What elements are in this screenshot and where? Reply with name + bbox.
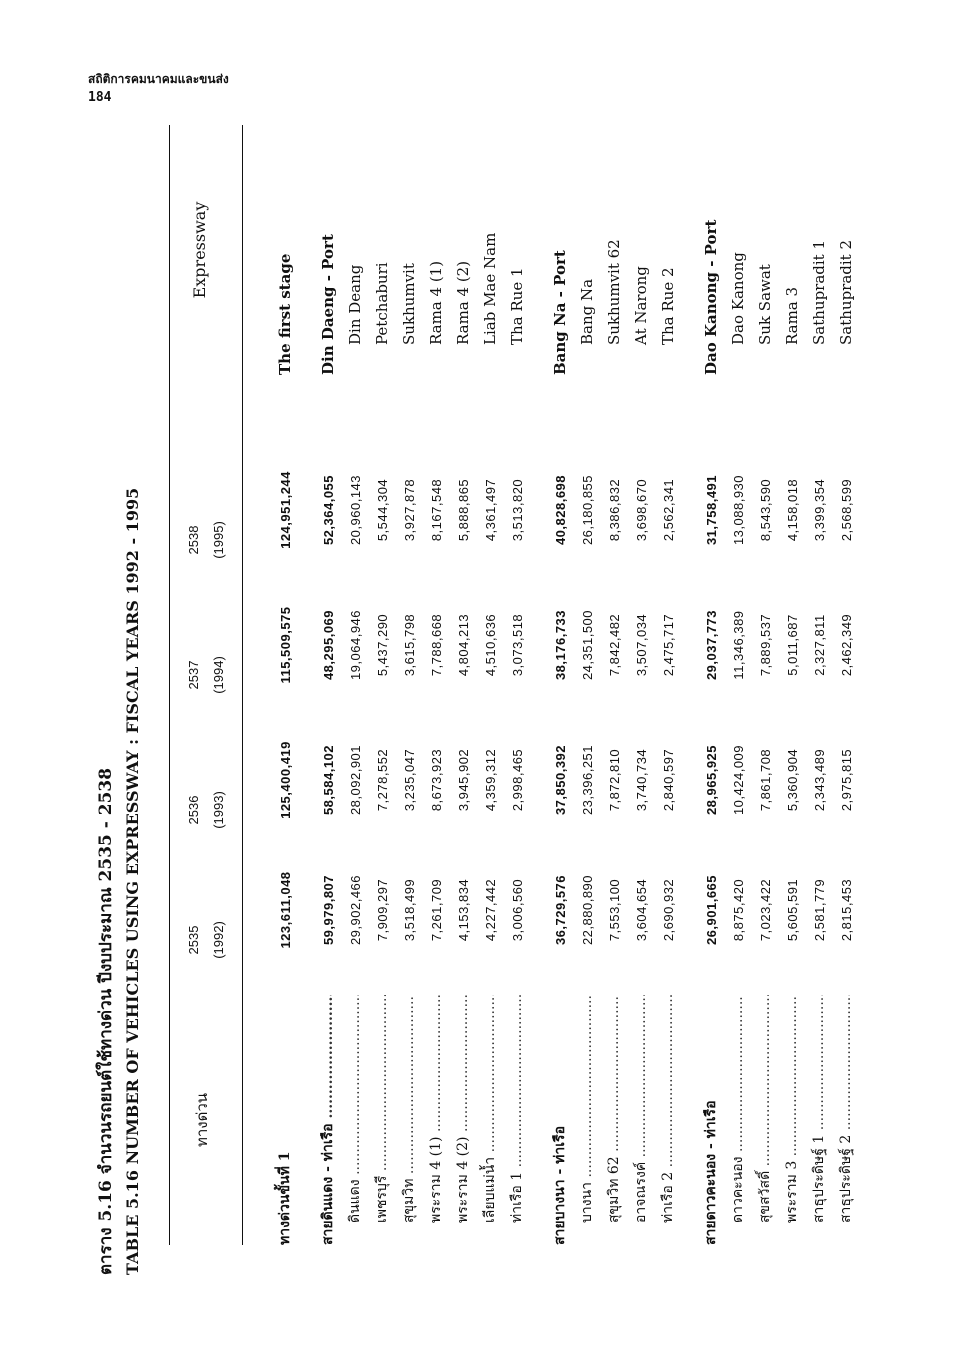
row-label-english: Petchaburi [373,262,391,345]
row-label-thai: ทางด่วนขั้นที่ 1 [277,1151,293,1245]
year-ce: (1995) [211,521,226,559]
page-number: 184 [88,90,112,105]
row-label-thai: พระราม 4 (1) ..... [423,995,450,1223]
table-row [423,125,450,1245]
row-value: 20,960,143 [348,474,363,546]
table-row [272,125,299,1245]
row-label-thai: สายดินแดง - ท่าเรือ ..... [315,995,342,1245]
row-value: 26,180,855 [580,474,595,546]
year-be: 2535 [186,925,201,955]
row-value: 8,875,420 [731,878,746,942]
row-spacer [682,125,698,1245]
row-value: 7,261,709 [429,878,444,942]
row-value: 5,011,687 [785,614,800,676]
row-label-thai: ดาวคะนอง ..... [725,995,752,1223]
table-row [655,125,682,1245]
row-value: 4,804,213 [456,613,471,677]
table-row [369,125,396,1245]
row-value: 7,278,552 [375,748,390,812]
table-row [725,125,752,1245]
column-header-1993 [182,745,232,875]
row-label-english: The first stage [276,253,294,375]
row-value: 4,227,442 [483,878,498,942]
row-value: 8,673,923 [429,748,444,812]
running-title: สถิติการคมนาคมและขนส่ง [88,72,229,86]
row-value: 3,507,034 [634,613,649,677]
row-value: 5,605,591 [785,878,800,942]
table-row [779,125,806,1245]
row-label-english: At Narong [632,266,650,345]
row-value: 123,611,048 [278,871,293,949]
table-row [752,125,779,1245]
row-value: 7,909,297 [375,878,390,942]
row-label-thai: สุขสวัสดิ์ ..... [752,995,779,1223]
row-value: 4,153,834 [456,878,471,942]
row-value: 7,872,810 [607,748,622,812]
row-value: 3,399,354 [812,478,827,542]
row-label-thai: ดินแดง ..... [342,995,369,1223]
row-label-thai: ท่าเรือ 2 ..... [655,995,682,1223]
row-label-thai: ท่าเรือ 1 ..... [504,995,531,1223]
top-rule [169,125,170,1245]
row-label-thai: เพชรบุรี ..... [369,995,396,1223]
column-header-expressway-th: ทางด่วน [193,1092,211,1148]
row-value: 7,842,482 [607,613,622,677]
row-label-english: Tha Rue 1 [508,267,526,345]
row-label-english: Dao Kanong [729,252,747,345]
row-value: 19,064,946 [348,609,363,681]
table-row [477,125,504,1245]
row-value: 4,158,018 [785,478,800,542]
row-value: 31,758,491 [704,474,719,546]
row-label-english: Din Daeng - Port [319,234,337,375]
row-value: 11,346,389 [731,610,746,680]
row-value: 2,475,717 [661,613,676,677]
row-value: 3,235,047 [402,748,417,812]
row-label-english: Rama 4 (1) [427,260,445,345]
row-value: 3,518,499 [402,878,417,942]
row-value: 28,965,925 [704,744,719,816]
row-value: 8,386,832 [607,478,622,542]
row-value: 58,584,102 [321,744,336,816]
row-label-english: Sathupradit 2 [837,239,855,345]
year-ce: (1992) [211,921,226,959]
row-value: 2,998,465 [510,748,525,812]
year-ce: (1993) [211,791,226,829]
row-value: 36,729,576 [553,874,568,946]
row-label-thai: สายดาวคะนอง - ท่าเรือ [703,1100,719,1245]
year-ce: (1994) [211,656,226,694]
row-value: 2,581,779 [812,878,827,942]
row-value: 3,740,734 [634,748,649,812]
year-be: 2538 [186,525,201,555]
row-value: 29,902,466 [348,874,363,946]
table-row [628,125,655,1245]
row-value: 115,509,575 [278,606,293,684]
row-value: 10,424,009 [731,744,746,816]
table-row [601,125,628,1245]
year-be: 2536 [186,795,201,825]
table-row [504,125,531,1245]
row-value: 5,360,904 [785,748,800,812]
row-label-thai: บางนา ..... [574,995,601,1223]
row-value: 5,888,865 [456,478,471,542]
table-titles [92,115,146,1275]
column-header-1992 [182,875,232,1005]
row-value: 3,927,878 [402,478,417,542]
row-value: 28,092,901 [348,744,363,816]
row-label-english: Tha Rue 2 [659,267,677,345]
row-value: 4,359,312 [483,748,498,812]
row-value: 4,361,497 [483,478,498,542]
table-row [574,125,601,1245]
row-value: 2,975,815 [839,748,854,812]
row-label-thai: สาธุประดิษฐ์ 2 ..... [833,995,860,1223]
table-row [315,125,342,1245]
table-body [272,125,860,1245]
year-be: 2537 [186,660,201,690]
row-value: 2,343,489 [812,748,827,812]
row-label-thai: พระราม 3 ..... [779,995,806,1223]
row-value: 48,295,069 [321,609,336,681]
row-label-thai: พระราม 4 (2) ..... [450,995,477,1223]
table-row [806,125,833,1245]
row-label-english: Sukhumvit 62 [605,239,623,345]
table-title-thai: ตาราง 5.16 จำนวนรถยนต์ใช้ทางด่วน ปีงบประมาณ 2535 - 2538 [96,767,116,1275]
row-value: 8,167,548 [429,478,444,542]
row-value: 4,510,636 [483,613,498,677]
table-row [698,125,725,1245]
row-value: 2,815,453 [839,878,854,942]
row-label-english: Dao Kanong - Port [702,219,720,375]
row-value: 22,880,890 [580,874,595,946]
row-label-english: Din Deang [346,264,364,345]
row-value: 7,788,668 [429,613,444,677]
row-spacer [531,125,547,1245]
row-label-thai: สาธุประดิษฐ์ 1 ..... [806,995,833,1223]
row-label-english: Liab Mae Nam [481,232,499,345]
row-label-english: Bang Na [578,278,596,345]
row-label-english: Sukhumvit [400,263,418,345]
row-value: 3,006,560 [510,878,525,942]
row-label-english: Suk Sawat [756,264,774,345]
row-value: 26,901,665 [704,874,719,946]
row-value: 40,828,698 [553,474,568,546]
row-value: 24,351,500 [580,609,595,681]
table-row [833,125,860,1245]
row-label-thai: อาจณรงค์ ..... [628,995,655,1223]
table-row [450,125,477,1245]
row-label-english: Sathupradit 1 [810,239,828,345]
row-value: 7,889,537 [758,613,773,677]
row-value: 125,400,419 [278,741,293,819]
row-value: 59,979,807 [321,874,336,946]
row-value: 52,364,055 [321,474,336,546]
row-value: 7,861,708 [758,748,773,812]
table-row [547,125,574,1245]
row-label-thai: สุขุมวิท ..... [396,995,423,1223]
column-header-expressway-en: Expressway [190,201,209,299]
column-header-1995 [182,475,232,605]
row-value: 124,951,244 [278,471,293,549]
row-spacer [299,125,315,1245]
row-value: 3,513,820 [510,478,525,542]
row-value: 7,553,100 [607,878,622,942]
row-value: 38,176,733 [553,609,568,681]
row-value: 37,850,392 [553,744,568,816]
row-value: 5,437,290 [375,613,390,677]
row-value: 3,698,670 [634,478,649,542]
row-value: 3,073,518 [510,613,525,677]
row-label-english: Bang Na - Port [551,250,569,375]
table-title-english: TABLE 5.16 NUMBER OF VEHICLES USING EXPRESSWAY : FISCAL YEARS 1992 - 1995 [123,487,142,1275]
row-value: 2,462,349 [839,613,854,677]
row-value: 29,037,773 [704,609,719,681]
row-value: 8,543,590 [758,478,773,542]
row-value: 5,544,304 [375,478,390,542]
row-value: 2,327,811 [812,614,827,676]
row-value: 2,840,597 [661,748,676,812]
row-value: 23,396,251 [580,744,595,816]
row-value: 2,690,932 [661,878,676,942]
row-label-english: Rama 4 (2) [454,260,472,345]
row-label-thai: เลียบแม่น้ำ ..... [477,995,504,1223]
table-row [396,125,423,1245]
row-value: 2,562,341 [661,478,676,542]
rotated-table [92,115,922,1275]
row-value: 3,604,654 [634,878,649,942]
row-label-english: Rama 3 [783,286,801,345]
row-label-thai: สายบางนา - ท่าเรือ [552,1126,568,1245]
row-value: 13,088,930 [731,474,746,546]
row-value: 3,945,902 [456,748,471,812]
column-header-1994 [182,610,232,740]
table-row [342,125,369,1245]
row-value: 7,023,422 [758,878,773,942]
row-value: 3,615,798 [402,613,417,677]
header-rule [242,125,243,1245]
row-value: 2,568,599 [839,478,854,542]
row-label-thai: สุขุมวิท 62 ..... [601,995,628,1223]
